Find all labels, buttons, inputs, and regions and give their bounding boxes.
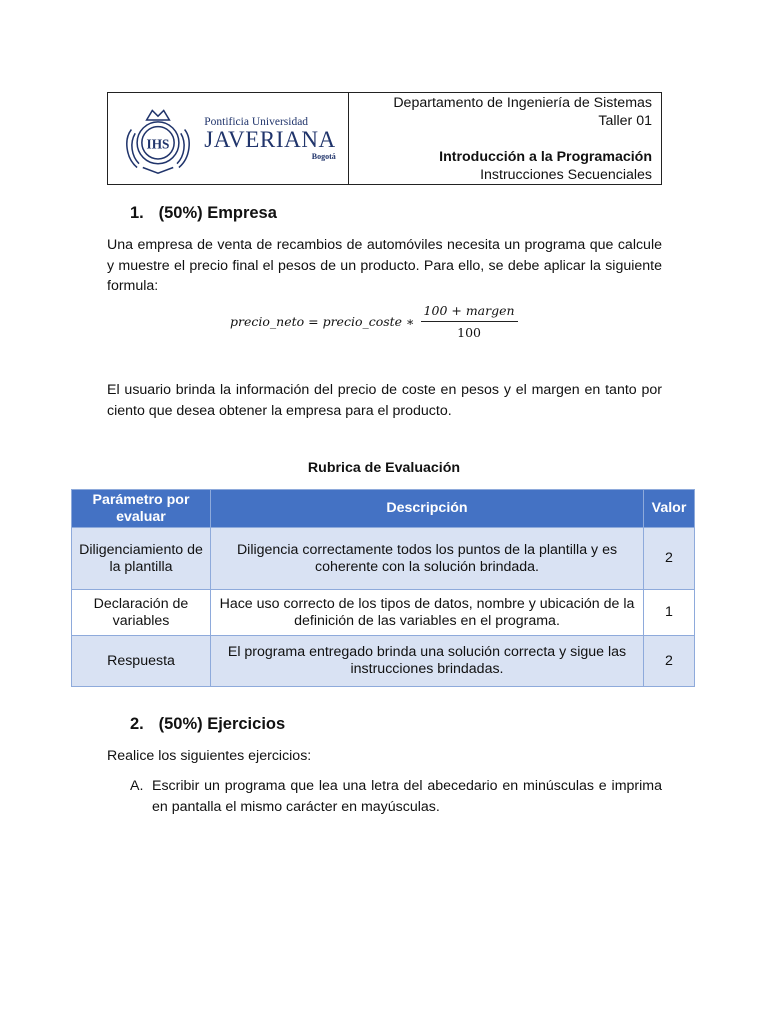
document-header	[107, 92, 662, 185]
department-label: Departamento de Ingeniería de Sistemas	[393, 95, 652, 111]
table-row	[72, 528, 695, 590]
section2-number: 2.	[130, 715, 144, 733]
logo-line2: JAVERIANA	[204, 127, 336, 152]
price-formula	[230, 303, 518, 340]
section1-paragraph1: Una empresa de venta de recambios de automóviles necesita un programa que calcule y muestre el precio final el pesos de un producto. Para ello, se debe aplicar la siguiente formula:	[107, 237, 662, 294]
table-row	[72, 590, 695, 636]
rubric-title: Rubrica de Evaluación	[307, 460, 461, 476]
logo-line1: Pontificia Universidad	[204, 116, 309, 128]
section2-intro: Realice los siguientes ejercicios:	[107, 748, 312, 764]
formula-numerator: 100 + margen	[421, 303, 518, 322]
workshop-label: Taller 01	[598, 113, 652, 129]
table-row	[72, 636, 695, 687]
formula-fraction	[421, 303, 518, 340]
rubric-header-desc: Descripción	[211, 490, 644, 528]
rubric-cell-desc: Hace uso correcto de los tipos de datos, nombre y ubicación de la definición de las variables en el programa.	[211, 590, 644, 636]
rubric-cell-desc: El programa entregado brinda una solución correcta y sigue las instrucciones brindadas.	[211, 636, 644, 687]
rubric-cell-value: 1	[644, 590, 695, 636]
rubric-cell-value: 2	[644, 636, 695, 687]
section2-heading	[130, 715, 285, 734]
logo-line3: Bogotá	[311, 152, 336, 161]
list-item-label: A.	[130, 778, 144, 794]
rubric-cell-value: 2	[644, 528, 695, 590]
section1-heading	[130, 204, 277, 223]
header-info	[349, 93, 661, 184]
university-name	[204, 116, 336, 161]
university-seal-icon	[120, 101, 196, 177]
formula-denominator: 100	[457, 325, 481, 340]
rubric-cell-param: Declaración de variables	[72, 590, 211, 636]
rubric-header-param: Parámetro por evaluar	[72, 490, 211, 528]
section1-title: (50%) Empresa	[158, 204, 277, 222]
rubric-cell-param: Diligenciamiento de la plantilla	[72, 528, 211, 590]
section2-title: (50%) Ejercicios	[158, 715, 286, 733]
list-item-text: Escribir un programa que lea una letra del abecedario en minúsculas e imprima en pantalla el mismo carácter en mayúsculas.	[152, 778, 662, 815]
svg-text:IHS: IHS	[146, 136, 170, 151]
university-logo	[108, 93, 349, 184]
topic-label: Instrucciones Secuenciales	[480, 167, 652, 183]
section1-number: 1.	[130, 204, 144, 222]
rubric-header-value: Valor	[644, 490, 695, 528]
rubric-table	[71, 489, 695, 687]
formula-lhs: precio_neto = precio_coste ∗	[230, 314, 415, 329]
rubric-cell-desc: Diligencia correctamente todos los puntos de la plantilla y es coherente con la solución brindada.	[211, 528, 644, 590]
course-label: Introducción a la Programación	[439, 149, 652, 165]
list-item	[130, 776, 662, 817]
section1-paragraph2: El usuario brinda la información del precio de coste en pesos y el margen en tanto por ciento que desea obtener la empresa para el producto.	[107, 382, 662, 419]
rubric-header-row	[72, 490, 695, 528]
rubric-cell-param: Respuesta	[72, 636, 211, 687]
